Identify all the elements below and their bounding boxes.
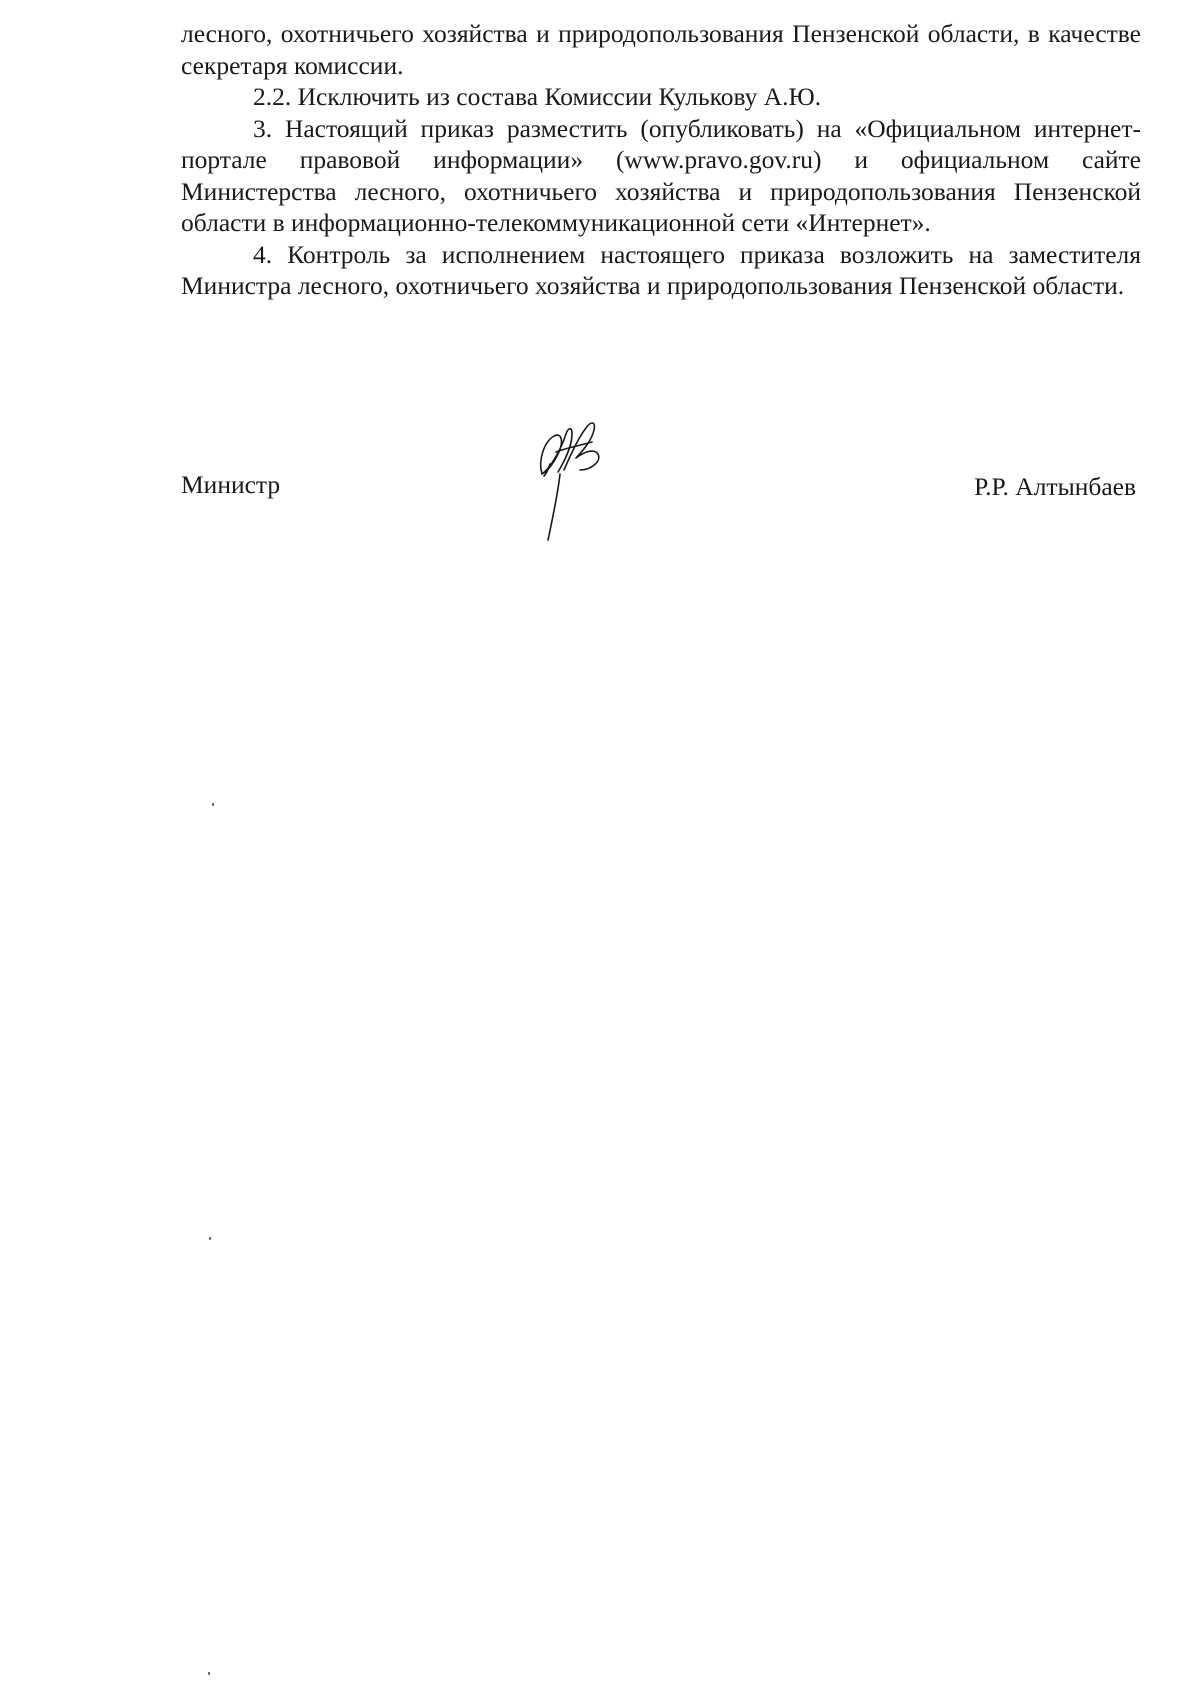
paragraph-3: 3. Настоящий приказ разместить (опубликовать) на «Официальном интернет-портале правовой информации» (www.pravo.gov.ru) и официальном сайте Министерства лесного, охотничьего хозяйства и природопользования Пензенской области в информационно-телекоммуникационной сети «Интернет». [181,113,1141,237]
paragraph-2-2: 2.2. Исключить из состава Комиссии Кулькову А.Ю. [253,82,822,111]
paragraph-continuation: лесного, охотничьего хозяйства и природопользования Пензенской области, в качестве секретаря комиссии. [181,19,1141,80]
scan-speck [208,1672,210,1675]
signatory-title: Министр [181,470,281,499]
handwritten-signature [520,412,620,542]
scan-speck [212,803,214,806]
signature-row [181,470,1141,510]
document-body [181,18,1141,302]
paragraph-4: 4. Контроль за исполнением настоящего приказа возложить на заместителя Министра лесного, охотничьего хозяйства и природопользования Пензенской области. [181,239,1141,300]
scan-speck [209,1237,211,1240]
signatory-name: Р.Р. Алтынбаев [974,472,1136,501]
